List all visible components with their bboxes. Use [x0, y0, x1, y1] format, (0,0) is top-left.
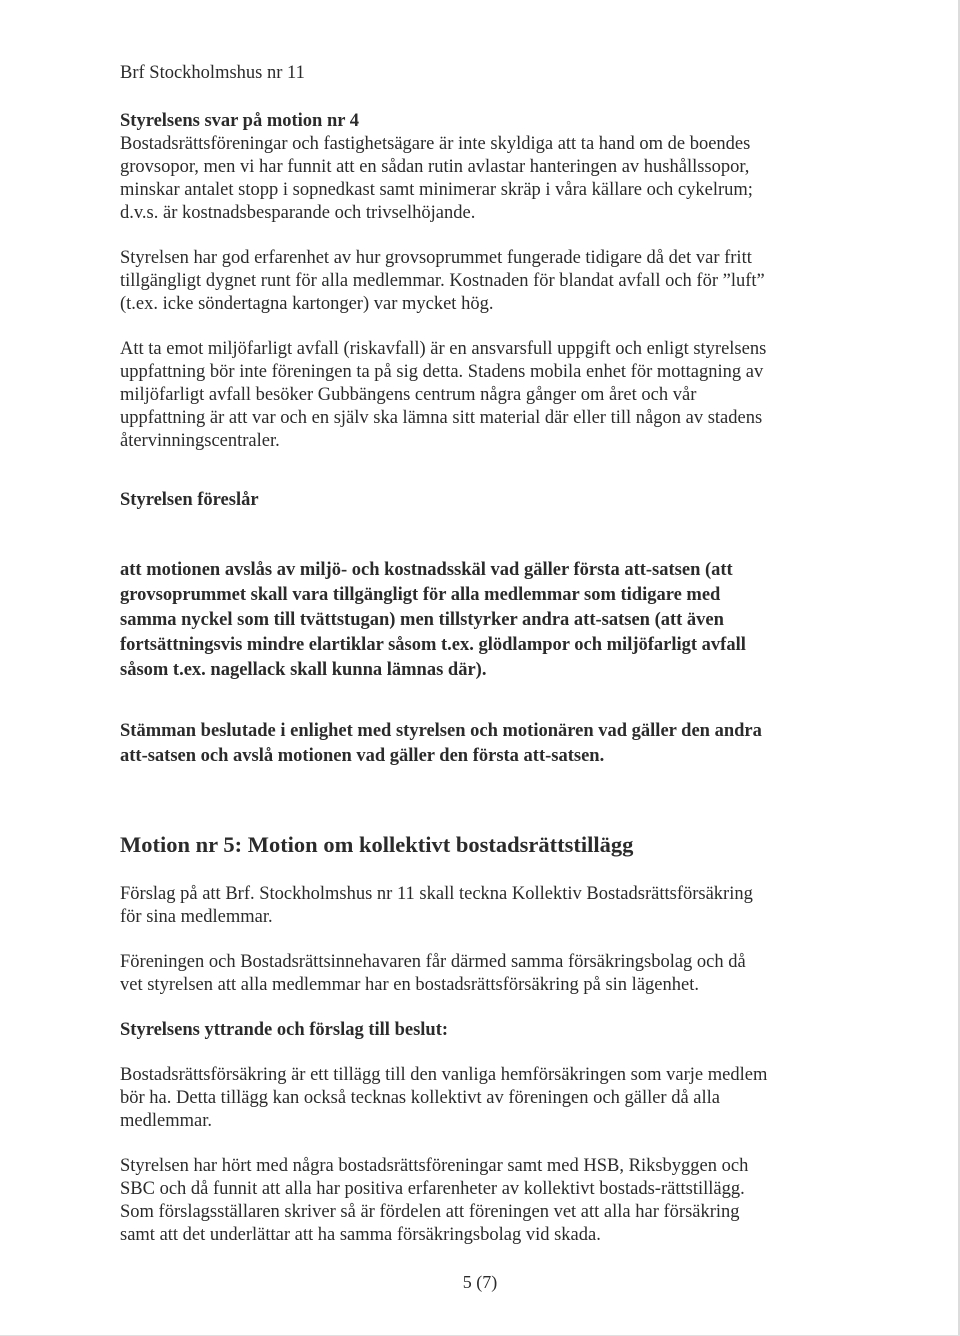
motion4-response-heading: Styrelsens svar på motion nr 4	[120, 111, 359, 131]
motion5-paragraph-2: Föreningen och Bostadsrättsinnehavaren får därmed samma försäkringsbolag och då vet styrelsen att alla medlemmar har en bostadsrättsförsäkring på sin lägenhet.	[120, 952, 746, 995]
motion5-title: Motion nr 5: Motion om kollektivt bostadsrättstillägg	[120, 832, 634, 857]
motion4-paragraph-2: Styrelsen har god erfarenhet av hur grovsoprummet fungerade tidigare då det var fritt tillgängligt dygnet runt för alla medlemmar. Kostnaden för blandat avfall och för ”luft” (t.ex. icke söndertagna kartonger) var mycket hög.	[120, 248, 765, 314]
association-header: Brf Stockholmshus nr 11	[120, 63, 305, 83]
board-proposal-heading: Styrelsen föreslår	[120, 490, 259, 510]
motion5-paragraph-1: Förslag på att Brf. Stockholmshus nr 11 skall teckna Kollektiv Bostadsrättsförsäkring för sina medlemmar.	[120, 884, 753, 927]
board-proposal-text: att motionen avslås av miljö- och kostnadsskäl vad gäller första att-satsen (att grovsoprummet skall vara tillgängligt för alla medlemmar som tidigare med samma nyckel som till tvättstugan) men tillstyrker andra att-satsen (att även fortsättningsvis mindre elartiklar såsom t.ex. glödlampor och miljöfarligt avfall såsom t.ex. nagellack skall kunna lämnas där).	[120, 560, 746, 680]
motion4-paragraph-3: Att ta emot miljöfarligt avfall (riskavfall) är en ansvarsfull uppgift och enligt styrelsens uppfattning bör inte föreningen ta på sig detta. Stadens mobila enhet för mottagning av miljöfarligt avfall besöker Gubbängens centrum några gånger om året och vår uppfattning är att var och en själv ska lämna sitt material där eller till någon av stadens återvinningscentraler.	[120, 339, 767, 451]
document-content	[120, 62, 770, 1247]
motion5-response-paragraph-2: Styrelsen har hört med några bostadsrättsföreningar samt med HSB, Riksbyggen och SBC och då funnit att alla har positiva erfarenheter av kollektivt bostads-rättstillägg. Som förslagsställaren skriver så är fördelen att föreningen vet att alla har försäkring samt att det underlättar att ha samma försäkringsbolag vid skada.	[120, 1156, 749, 1245]
meeting-decision-text: Stämman beslutade i enlighet med styrelsen och motionären vad gäller den andra att-satsen och avslå motionen vad gäller den första att-satsen.	[120, 721, 762, 766]
motion5-response-heading: Styrelsens yttrande och förslag till beslut:	[120, 1020, 449, 1040]
page-number: 5 (7)	[462, 1272, 498, 1292]
motion5-response-paragraph-1: Bostadsrättsförsäkring är ett tillägg till den vanliga hemförsäkringen som varje medlem bör ha. Detta tillägg kan också tecknas kollektivt av föreningen och gäller då alla medlemmar.	[120, 1065, 768, 1131]
motion4-paragraph-1: Bostadsrättsföreningar och fastighetsägare är inte skyldiga att ta hand om de boendes grovsopor, men vi har funnit att en sådan rutin avlastar hanteringen av hushållssopor, minskar antalet stopp i sopnedkast samt minimerar skräp i våra källare och cykelrum; d.v.s. är kostnadsbesparande och trivselhöjande.	[120, 134, 753, 223]
